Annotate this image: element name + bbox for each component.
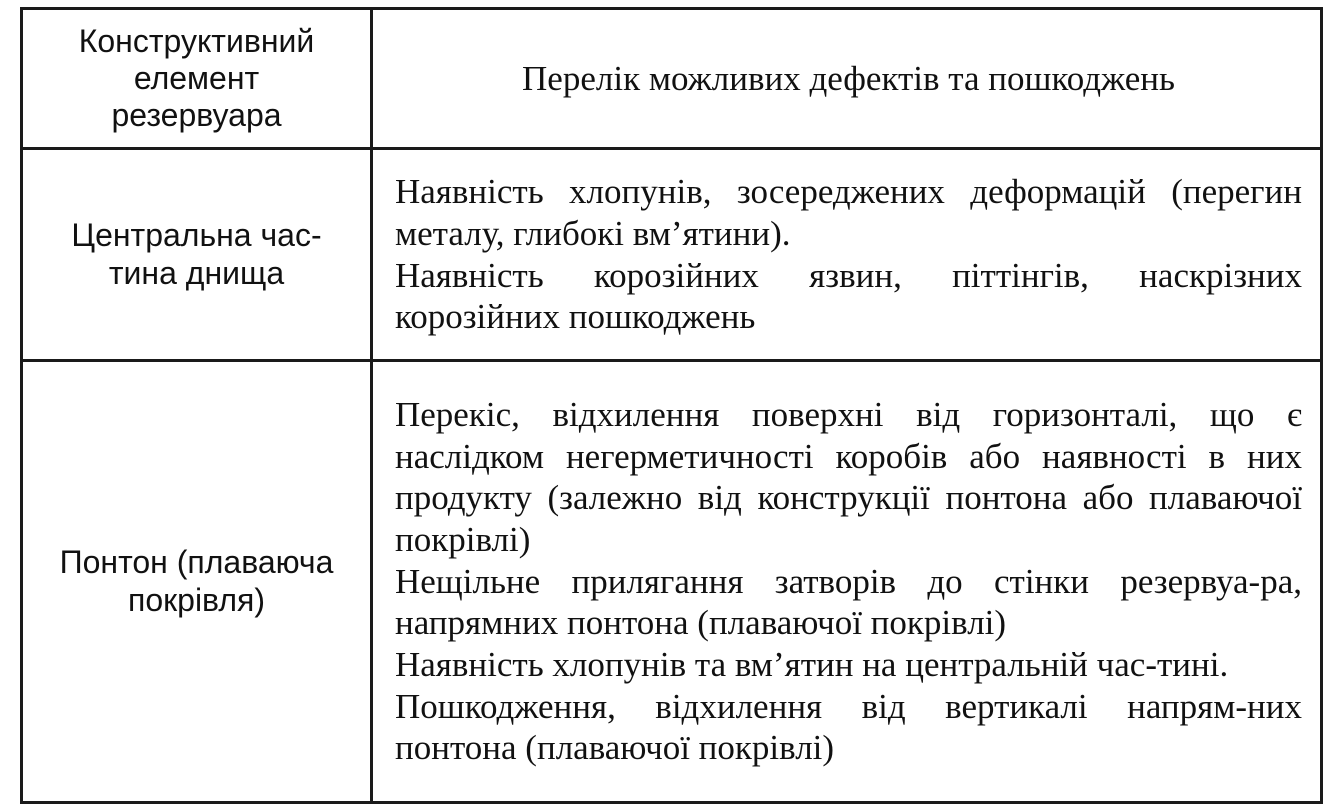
- header-element-line: елемент: [133, 59, 260, 96]
- defects-cell: [372, 149, 1322, 361]
- element-cell: [22, 149, 372, 361]
- element-line: Центральна час-: [71, 217, 322, 254]
- table-row: [22, 361, 1322, 803]
- defects-cell: [372, 361, 1322, 803]
- header-defects-cell: [372, 9, 1322, 149]
- defect-item: Пошкодження, відхилення від вертикалі напрям-них понтона (плаваючої покрівлі): [395, 686, 1302, 768]
- header-element-line: резервуара: [111, 97, 282, 134]
- header-element-line: Конструктивний: [78, 22, 315, 59]
- defect-item: Перекіс, відхилення поверхні від горизонталі, що є наслідком негерметичності коробів або наявності в них продукту (залежно від конструкції понтона або плаваючої покрівлі): [395, 395, 1302, 560]
- defect-item: Нещільне прилягання затворів до стінки резервуа-ра, напрямних понтона (плаваючої покрівлі): [395, 561, 1302, 643]
- defect-item: Наявність хлопунів, зосереджених деформацій (перегин металу, глибокі вм’ятини).: [395, 172, 1302, 253]
- defects-table: [20, 7, 1323, 804]
- element-line: Понтон (плаваюча: [59, 544, 334, 581]
- table-header-row: [22, 9, 1322, 149]
- defect-item: Наявність хлопунів та вм’ятин на центральній час-тині.: [395, 644, 1229, 684]
- header-defects-text: Перелік можливих дефектів та пошкоджень: [522, 58, 1175, 98]
- defect-item: Наявність корозійних язвин, піттінгів, наскрізних корозійних пошкоджень: [395, 255, 1302, 337]
- element-cell: [22, 361, 372, 803]
- element-line: тина днища: [108, 254, 285, 291]
- header-element-cell: [22, 9, 372, 149]
- element-line: покрівля): [128, 581, 265, 618]
- table-row: [22, 149, 1322, 361]
